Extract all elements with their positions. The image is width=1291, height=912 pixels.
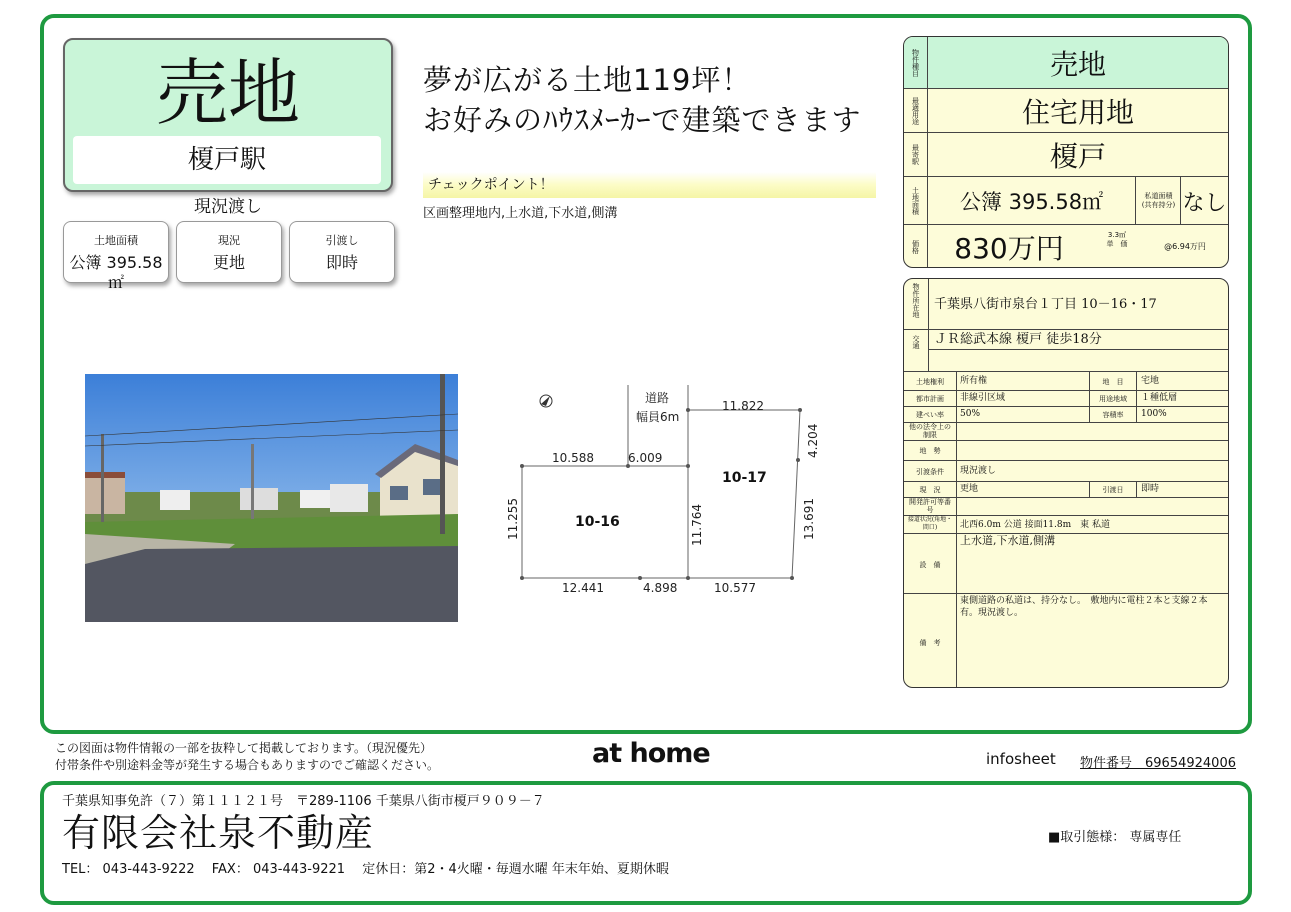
card-value: 更地 xyxy=(212,253,245,272)
summary-station: 榎戸 xyxy=(1049,139,1106,173)
row-head: 容積率 xyxy=(1102,411,1124,419)
access-head: 交通 xyxy=(912,335,920,349)
lot-plan xyxy=(500,380,820,600)
status-text: 現況渡し xyxy=(194,197,262,217)
row-head: 設 備 xyxy=(919,561,941,569)
address-head: 物件所在地 xyxy=(912,283,920,318)
remarks-value: 東側道路の私道は、持分なし。 敷地内に電柱２本と支線２本有。現況渡し。 xyxy=(960,596,1208,618)
dim-top-right: 11.822 xyxy=(722,399,764,413)
row-head: 都市計画 xyxy=(916,395,944,403)
row-head: 現 況 xyxy=(919,486,941,494)
row-head: 物件種目 xyxy=(904,37,928,88)
athome-logo: at home xyxy=(592,738,710,769)
unit-price-value: @6.94万円 xyxy=(1164,242,1206,251)
transaction-type: ■取引態様： 専属専任 xyxy=(1048,830,1182,845)
row-head: 最寄駅 xyxy=(904,133,928,176)
card-label: 引渡し xyxy=(325,234,359,247)
north-compass-icon xyxy=(540,395,552,407)
row-head: 開発許可等番号 xyxy=(909,498,951,514)
property-type-box xyxy=(63,38,393,192)
property-photo xyxy=(85,374,458,622)
company-name: 有限会社泉不動産 xyxy=(62,811,375,855)
row-head: 引渡条件 xyxy=(916,468,944,476)
catch-line-1: 夢が広がる土地119坪！ xyxy=(423,63,752,97)
handover-date-value: 即時 xyxy=(1141,484,1160,494)
land-right-value: 所有権 xyxy=(960,376,988,386)
catch-line-2: お好みのﾊｳｽﾒｰｶｰで建築できます xyxy=(423,103,862,137)
row-head: 地 目 xyxy=(1102,378,1124,386)
summary-row-area xyxy=(904,177,1228,225)
card-land-area xyxy=(63,221,169,292)
summary-price: 830万円 xyxy=(954,232,1064,265)
summary-row-type xyxy=(904,37,1228,89)
private-road-head: 私道面積 (共有持分) xyxy=(1137,177,1181,225)
card-value: 公簿 395.58㎡ xyxy=(69,253,163,292)
row-head: 土地権利 xyxy=(916,378,944,386)
road-width: 幅員6m xyxy=(636,410,680,424)
road-value: 北西6.0m 公道 接面11.8m 東 私道 xyxy=(960,520,1111,530)
city-plan-value: 非線引区域 xyxy=(960,393,1006,403)
property-number: 物件番号 69654924006 xyxy=(1080,756,1236,771)
zoning-value: １種低層 xyxy=(1141,393,1178,403)
dim-right-upper: 4.204 xyxy=(806,423,820,458)
dim-bottom-right: 10.577 xyxy=(714,581,756,595)
land-category-value: 宅地 xyxy=(1141,376,1160,386)
far-value: 100% xyxy=(1141,409,1167,419)
lot-label-1: 10-16 xyxy=(575,514,620,530)
note-line-2: 付帯条件や別途料金等が発生する場合もありますのでご確認ください。 xyxy=(55,758,440,772)
card-condition xyxy=(176,221,282,283)
road-label: 道路 xyxy=(645,391,670,405)
dim-left: 11.255 xyxy=(506,498,520,540)
dim-top-mid: 6.009 xyxy=(628,451,663,465)
infosheet-label: infosheet xyxy=(986,750,1056,768)
access-value: ＪＲ総武本線 榎戸 徒歩18分 xyxy=(934,332,1102,347)
condition-value: 更地 xyxy=(960,484,979,494)
row-head: 地 勢 xyxy=(919,447,941,455)
row-head: 他の法令上の制限 xyxy=(909,423,951,439)
note-line-1: この図面は物件情報の一部を抜粋して掲載しております。（現況優先） xyxy=(55,741,433,755)
summary-area: 公簿 395.58㎡ xyxy=(928,177,1136,224)
facility-value: 上水道,下水道,側溝 xyxy=(960,534,1055,547)
card-label: 現況 xyxy=(218,234,240,247)
coverage-value: 50% xyxy=(960,409,981,419)
row-head: 用途地域 xyxy=(1099,395,1127,403)
dim-top-left: 10.588 xyxy=(552,451,594,465)
summary-row-station xyxy=(904,133,1228,177)
station-name: 榎戸駅 xyxy=(73,136,381,184)
address-value: 千葉県八街市泉台１丁目 10－16・17 xyxy=(934,297,1157,312)
row-head: 最適用途 xyxy=(904,89,928,132)
row-head: 建ぺい率 xyxy=(916,411,944,419)
contact-info: TEL： 043-443-9222 FAX： 043-443-9221 定休日：第2・4火曜・毎週水曜 年末年始、夏期休暇 xyxy=(62,862,669,877)
summary-row-price xyxy=(904,225,1228,268)
summary-use: 住宅用地 xyxy=(1021,95,1134,129)
summary-row-use xyxy=(904,89,1228,133)
handover-value: 現況渡し xyxy=(960,466,997,476)
row-head: 引渡日 xyxy=(1102,486,1124,494)
private-road-value: なし xyxy=(1182,190,1227,216)
unit-price-head: 3.3㎡ 単 価 xyxy=(1106,231,1128,248)
row-head: 備 考 xyxy=(919,639,941,647)
dim-right-lower: 13.691 xyxy=(802,498,816,540)
row-head: 価格 xyxy=(904,225,928,268)
row-head: 土地面積 xyxy=(904,177,928,224)
lot-label-2: 10-17 xyxy=(722,470,767,486)
detail-table xyxy=(903,278,1229,688)
license-address: 千葉県知事免許（７）第１１１２１号 〒289-1106 千葉県八街市榎戸９０９－７ xyxy=(62,794,545,809)
dim-mid: 11.764 xyxy=(690,504,704,546)
property-type-title: 売地 xyxy=(155,51,300,135)
checkpoint-label: チェックポイント！ xyxy=(428,177,554,193)
dim-bottom-mid: 4.898 xyxy=(643,581,678,595)
card-label: 土地面積 xyxy=(94,234,138,247)
dim-bottom-left: 12.441 xyxy=(562,581,604,595)
card-handover xyxy=(289,221,395,283)
summary-table xyxy=(903,36,1229,268)
row-head: 接道状況(角地・間口) xyxy=(907,516,953,531)
checkpoint-text: 区画整理地内,上水道,下水道,側溝 xyxy=(423,206,618,221)
summary-type: 売地 xyxy=(1049,47,1106,81)
card-value: 即時 xyxy=(325,253,358,272)
